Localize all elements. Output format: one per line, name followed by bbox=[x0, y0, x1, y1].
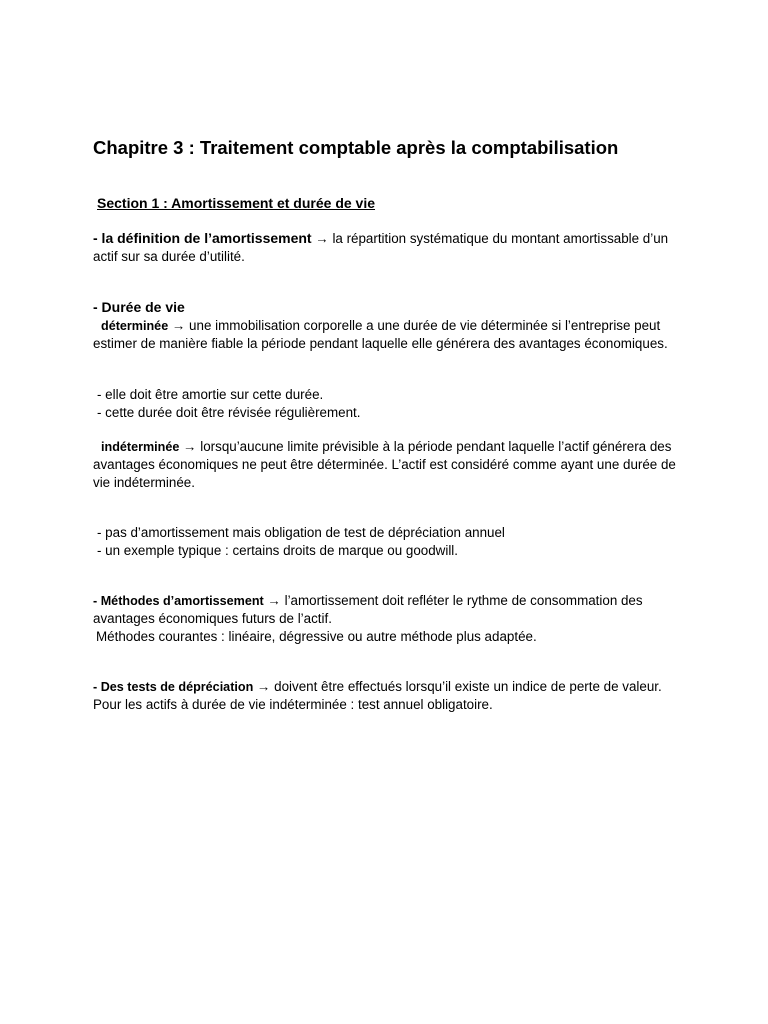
methodes-arrow: → bbox=[267, 593, 281, 608]
definition-text: la répartition systématique du montant amortissable d’un actif sur sa durée d’utilité. bbox=[93, 231, 669, 264]
list-item: - un exemple typique : certains droits de marque ou goodwill. bbox=[97, 543, 458, 558]
indeterminee-paragraph bbox=[93, 438, 683, 492]
determinee-paragraph bbox=[93, 317, 683, 353]
duree-de-vie-heading-block bbox=[93, 298, 683, 317]
tests-paragraph bbox=[93, 678, 683, 714]
determinee-text: une immobilisation corporelle a une durée de vie déterminée si l’entreprise peut estimer de manière fiable la période pendant laquelle elle générera des avantages économiques. bbox=[93, 318, 668, 351]
methodes-paragraph bbox=[93, 592, 683, 646]
determinee-arrow: → bbox=[171, 318, 186, 333]
list-item: - elle doit être amortie sur cette durée. bbox=[97, 387, 324, 402]
determinee-bullets bbox=[93, 386, 683, 422]
methodes-note: Méthodes courantes : linéaire, dégressive ou autre méthode plus adaptée. bbox=[96, 629, 537, 644]
tests-note: Pour les actifs à durée de vie indéterminée : test annuel obligatoire. bbox=[93, 697, 493, 712]
determinee-term: déterminée bbox=[101, 319, 169, 333]
tests-term: - Des tests de dépréciation bbox=[93, 680, 254, 694]
definition-paragraph bbox=[93, 229, 683, 266]
duree-de-vie-heading: - Durée de vie bbox=[93, 299, 185, 315]
methodes-text: l’amortissement doit refléter le rythme de consommation des avantages économiques futurs de l’actif. bbox=[93, 593, 643, 626]
section-title: Section 1 : Amortissement et durée de vie bbox=[97, 195, 376, 211]
indeterminee-bullets bbox=[93, 524, 683, 560]
indeterminee-text: lorsqu’aucune limite prévisible à la période pendant laquelle l’actif générera des avantages économiques ne peut être déterminée. L’actif est considéré comme ayant une durée de vie indéterminée. bbox=[93, 439, 676, 490]
definition-term: - la définition de l’amortissement bbox=[93, 230, 312, 246]
tests-arrow: → bbox=[257, 679, 271, 694]
indeterminee-arrow: → bbox=[183, 439, 197, 454]
chapter-title: Chapitre 3 : Traitement comptable après la comptabilisation bbox=[93, 137, 619, 158]
tests-text: doivent être effectués lorsqu’il existe un indice de perte de valeur. bbox=[270, 679, 662, 694]
document-page bbox=[93, 136, 683, 712]
indeterminee-term: indéterminée bbox=[101, 440, 180, 454]
list-item: - cette durée doit être révisée régulièrement. bbox=[97, 405, 361, 420]
definition-arrow: → bbox=[315, 231, 329, 246]
list-item: - pas d’amortissement mais obligation de test de dépréciation annuel bbox=[97, 525, 505, 540]
methodes-term: - Méthodes d’amortissement bbox=[93, 594, 264, 608]
